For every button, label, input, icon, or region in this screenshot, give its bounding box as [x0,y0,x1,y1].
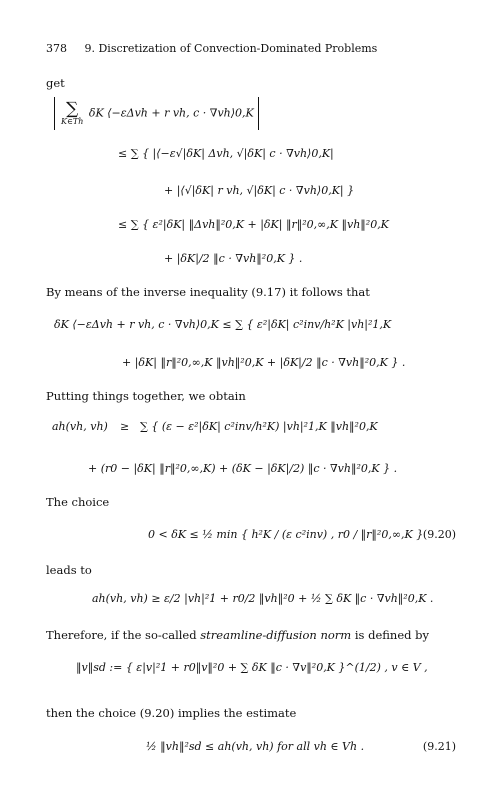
text-choice: The choice [46,495,110,509]
page-number: 378 [46,42,67,55]
text-therefore-em: streamline-diffusion norm [200,628,352,642]
eq6: ‖v‖sd := { ε|v|²1 + r0‖v‖²0 + ∑ δK ‖c · ∇v‖²0,K }^(1/2) , v ∈ V , [76,661,428,674]
eq3-line2: + (r0 − |δK| ‖r‖²0,∞,K) + (δK − |δK|/2) ‖c · ∇vh‖²0,K } . [88,462,398,475]
eq2-line2: + |δK| ‖r‖²0,∞,K ‖vh‖²0,K + |δK|/2 ‖c · ∇vh‖²0,K } . [122,356,406,369]
eq1-line4: + |δK|/2 ‖c · ∇vh‖²0,K } . [164,252,303,265]
eq1-lhs [54,97,259,130]
running-header [46,42,377,55]
eq-number-9-20: (9.20) [422,528,456,541]
eq3-lhs: ah(vh, vh) [52,420,108,433]
eq3-line1: ∑ { (ε − ε²|δK| c²inv/h²K) |vh|²1,K ‖vh‖²0,K [140,420,378,433]
running-title: 9. Discretization of Convection-Dominated Problems [84,42,378,55]
eq1-lhs-text: δK ⟨−εΔvh + r vh, c · ∇vh⟩0,K [88,106,254,120]
eq1-line2: + |⟨√|δK| r vh, √|δK| c · ∇vh⟩0,K| } [164,184,355,197]
text-together: Putting things together, we obtain [46,389,246,403]
eq1-sum: ∑ K∈Th [61,99,84,126]
text-get: get [46,76,65,90]
eq-9-20: 0 < δK ≤ ½ min { h²K / (ε c²inv) , r0 / ‖r‖²0,∞,K } [148,528,424,541]
text-therefore-prefix: Therefore, if the so-called [46,628,201,642]
text-therefore [46,628,429,642]
text-then: then the choice (9.20) implies the estimate [46,706,297,720]
eq1-abs [54,97,259,130]
text-therefore-suffix: is defined by [351,628,430,642]
eq-number-9-21: (9.21) [422,740,456,753]
eq2-line1: δK ⟨−εΔvh + r vh, c · ∇vh⟩0,K ≤ ∑ { ε²|δK| c²inv/h²K |vh|²1,K [54,318,392,331]
eq-9-21: ½ ‖vh‖²sd ≤ ah(vh, vh) for all vh ∈ Vh . [146,740,365,753]
eq1-line1: ≤ ∑ { |⟨−ε√|δK| Δvh, √|δK| c · ∇vh⟩0,K| [118,147,334,160]
eq3-rel: ≥ [120,420,130,433]
eq1-line3: ≤ ∑ { ε²|δK| ‖Δvh‖²0,K + |δK| ‖r‖²0,∞,K ‖vh‖²0,K [118,218,389,231]
text-leads-to: leads to [46,563,92,577]
text-inverse: By means of the inverse inequality (9.17) it follows that [46,285,370,299]
eq5: ah(vh, vh) ≥ ε/2 |vh|²1 + r0/2 ‖vh‖²0 + ½ ∑ δK ‖c · ∇vh‖²0,K . [92,592,434,605]
